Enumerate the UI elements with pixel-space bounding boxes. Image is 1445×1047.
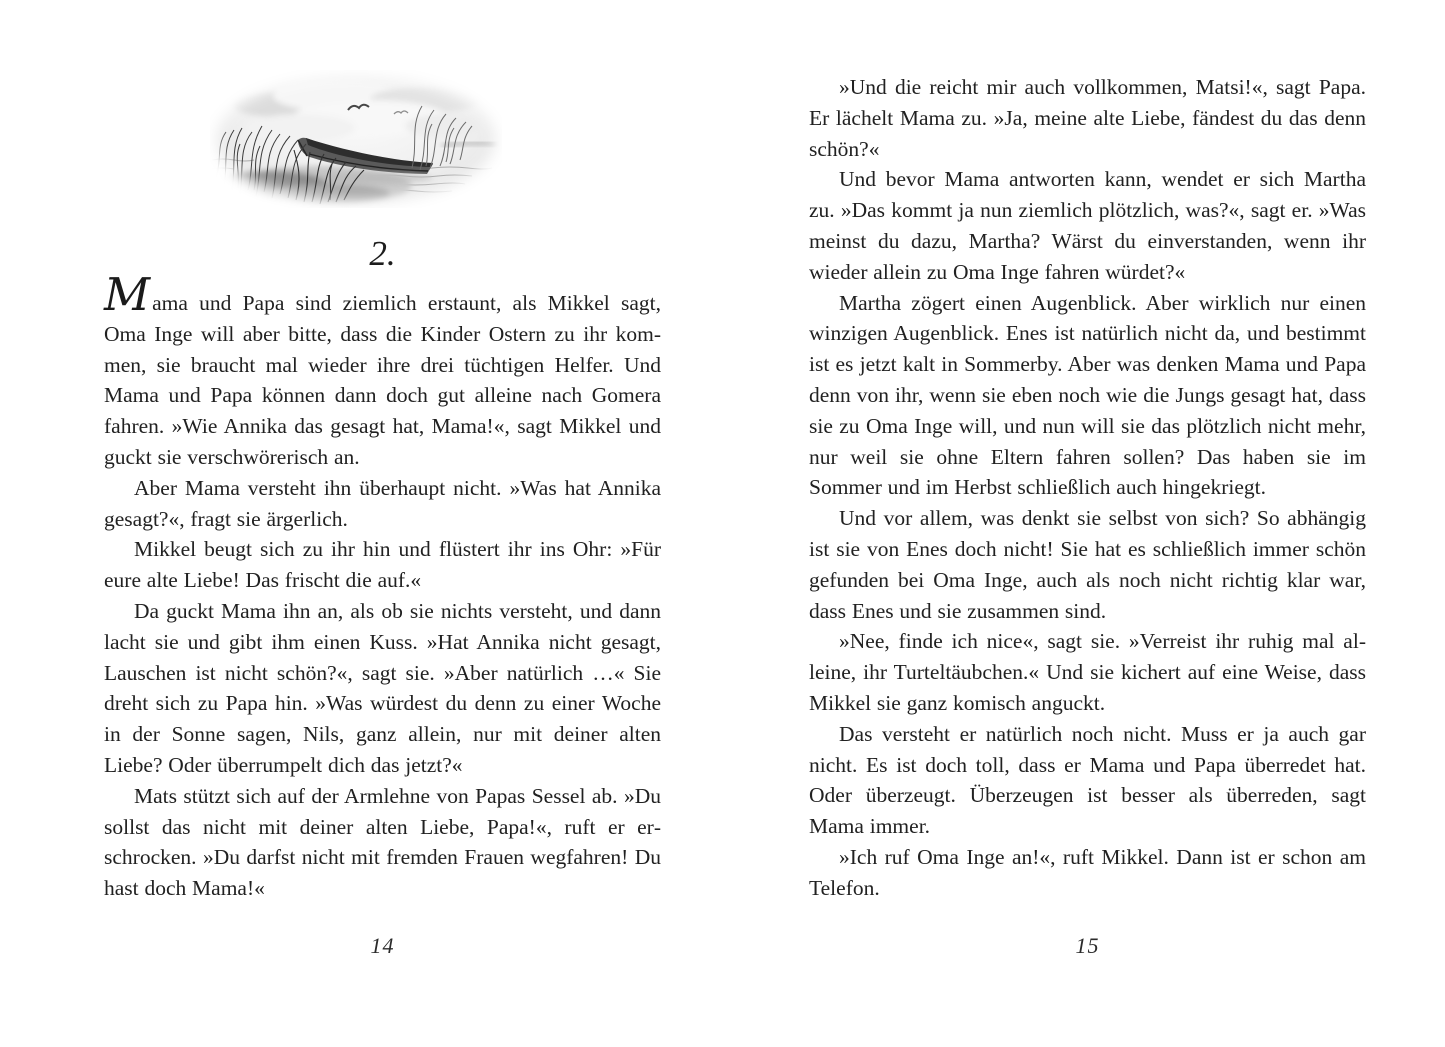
page-number-right: 15 xyxy=(1075,933,1100,958)
body-paragraph xyxy=(104,268,661,473)
drop-cap-initial: M xyxy=(104,268,151,321)
boat-reflection xyxy=(317,173,433,183)
body-paragraph: Martha zögert einen Augenblick. Aber wirklich nur einen winzigen Augenblick. Enes ist natürlich nicht da, und bestimmt ist es jetzt kalt in Sommerby. Aber was denken Mama und Papa denn von ihr, wenn sie eben noch wie die Jungs gesagt hat, dass sie zu Oma Inge will, und nun will sie das plötzlich nicht mehr, nur weil sie ohne Eltern fahren sollen? Das haben sie im Sommer und im Herbst schließlich auch hingekriegt. xyxy=(809,290,1366,500)
paragraph-text: ama und Papa sind ziemlich erstaunt, als Mikkel sagt, Oma Inge will aber bitte, dass die Kinder Ostern zu ihr kommen, sie braucht mal wieder ihre drei tüchtigen Helfer. Und Mama und Papa können dann doch gut alleine nach Gomera fahren. »Wie Annika das gesagt hat, Mama!«, sagt Mikkel und guckt sie verschwörerisch an. xyxy=(104,291,661,469)
left-page-text xyxy=(104,268,661,904)
chapter-vignette-illustration xyxy=(210,70,502,208)
body-paragraph: »Und die reicht mir auch vollkommen, Matsi!«, sagt Papa. Er lächelt Mama zu. »Ja, meine alte Liebe, fändest du das denn schön?« xyxy=(809,75,1366,161)
body-paragraph: »Ich ruf Oma Inge an!«, ruft Mikkel. Dann ist er schon am Telefon. xyxy=(809,844,1366,900)
body-paragraph: Und bevor Mama antworten kann, wendet er sich Martha zu. »Das kommt ja nun ziemlich plötzlich, was?«, sagt er. »Was meinst du dazu, Martha? Wärst du einverstanden, wenn ihr wieder allein zu Oma Inge fahren würdet?« xyxy=(809,167,1366,284)
right-page xyxy=(809,0,1366,1047)
body-paragraph: Aber Mama versteht ihn überhaupt nicht. »Was hat Annika gesagt?«, fragt sie ärgerlich. xyxy=(104,475,661,531)
page-number-left: 14 xyxy=(370,933,395,958)
boat-in-reeds-icon xyxy=(210,70,502,208)
left-page xyxy=(104,0,661,1047)
body-paragraph: Da guckt Mama ihn an, als ob sie nichts versteht, und dann lacht sie und gibt ihm einen Kuss. »Hat Annika nicht gesagt, Lauschen ist nicht schön?«, sagt sie. »Aber natürlich …« Sie dreht sich zu Papa hin. »Was würdest du denn zu einer Woche in der Sonne sagen, Nils, ganz allein, nur mit deiner alten Liebe? Oder überrumpelt dich das jetzt?« xyxy=(104,598,661,777)
body-paragraph: Mats stützt sich auf der Armlehne von Papas Sessel ab. »Du sollst das nicht mit deiner alten Liebe, Papa!«, ruft er erschrocken. »Du darfst nicht mit fremden Frauen wegfahren! Du hast doch Mama!« xyxy=(104,783,661,901)
body-paragraph: »Nee, finde ich nice«, sagt sie. »Verreist ihr ruhig mal alleine, ihr Turteltäubchen.« Und sie kichert auf eine Weise, dass Mikkel sie ganz komisch anguckt. xyxy=(809,629,1366,715)
body-paragraph: Mikkel beugt sich zu ihr hin und flüstert ihr ins Ohr: »Für eure alte Liebe! Das frischt die auf.« xyxy=(104,537,661,593)
chapter-number: 2. xyxy=(369,234,396,273)
body-paragraph: Das versteht er natürlich noch nicht. Muss er ja auch gar nicht. Es ist doch toll, dass er Mama und Papa überredet hat. Oder überzeugt. Überzeugen ist besser als überreden, sagt Mama immer. xyxy=(809,721,1366,839)
body-paragraph: Und vor allem, was denkt sie selbst von sich? So abhängig ist sie von Enes doch nicht! Sie hat es schließlich immer schön gefunden bei Oma Inge, auch als noch nicht richtig klar war, dass Enes und sie zusammen sind. xyxy=(809,506,1366,623)
right-page-text xyxy=(809,0,1366,904)
